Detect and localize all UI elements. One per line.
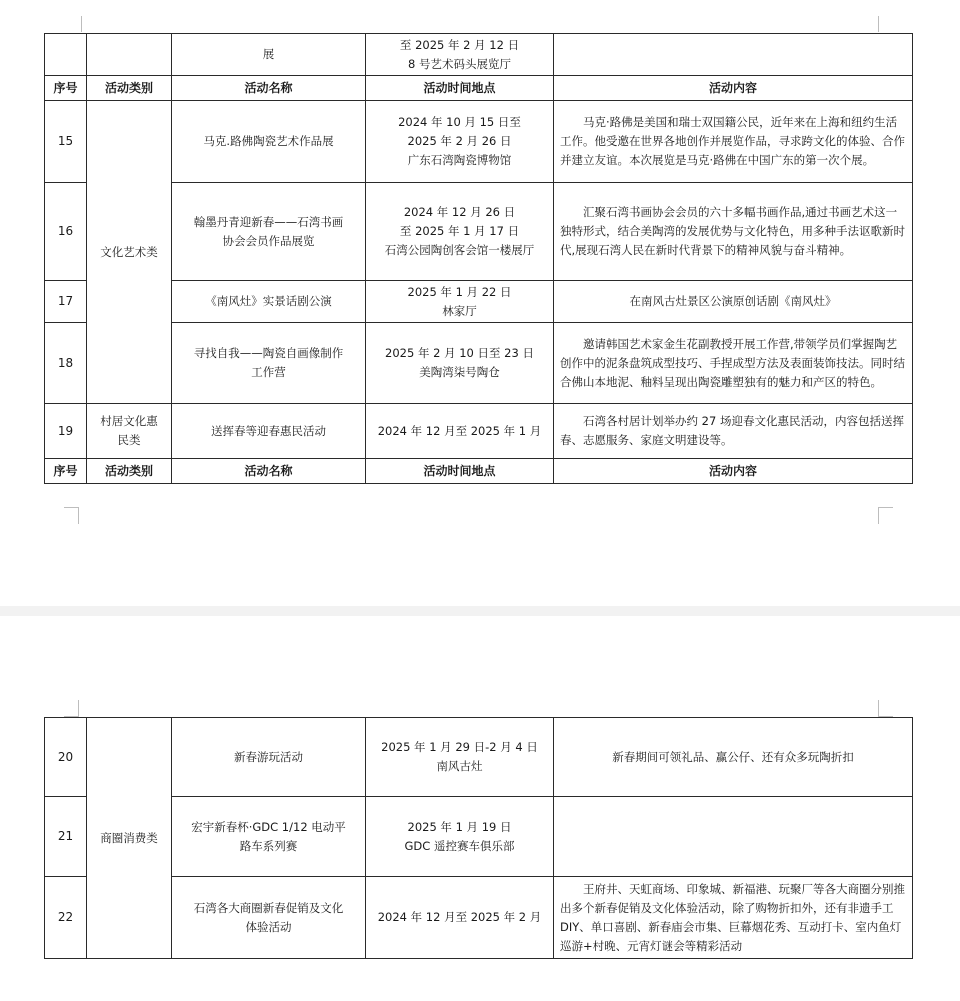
cell-content: 石湾各村居计划举办约 27 场迎春文化惠民活动，内容包括送挥春、志愿服务、家庭文明建设等。	[554, 404, 913, 459]
activity-name: 宏宇新春杯·GDC 1/12 电动平	[191, 819, 346, 834]
time-place-line: 石湾公园陶创客会馆一楼展厅	[384, 243, 535, 257]
cell-content	[554, 877, 913, 959]
crop-mark-top-left	[67, 16, 82, 32]
cell-name	[172, 718, 366, 797]
cell-name	[172, 877, 366, 959]
time-place-line: 广东石湾陶瓷博物馆	[407, 153, 512, 167]
cell-no: 22	[45, 877, 87, 959]
cell-no: 20	[45, 718, 87, 797]
activity-name: 送挥春等迎春惠民活动	[211, 423, 326, 438]
header-name: 活动名称	[172, 76, 366, 101]
header-no: 序号	[45, 459, 87, 484]
cell-no: 18	[45, 323, 87, 404]
time-place-line: 林家厅	[442, 303, 477, 318]
cell-time-place	[366, 877, 554, 959]
cell-name	[172, 34, 366, 76]
activity-name: 新春游玩活动	[234, 749, 303, 764]
activity-name: 石湾各大商圈新春促销及文化	[193, 900, 344, 915]
cell-name	[172, 183, 366, 281]
header-content: 活动内容	[554, 76, 913, 101]
category-line: 民类	[117, 433, 141, 447]
time-place-line: 至 2025 年 1 月 17 日	[399, 224, 520, 238]
cell-name	[172, 404, 366, 459]
time-place-line: 2025 年 2 月 26 日	[407, 134, 512, 148]
crop-mark-top-right	[878, 700, 893, 717]
header-no: 序号	[45, 76, 87, 101]
activity-name: 路车系列赛	[239, 838, 298, 853]
table-row	[45, 877, 913, 959]
table-row	[45, 718, 913, 797]
crop-mark-bottom-right	[878, 507, 893, 524]
time-place-line: 2024 年 12 月至 2025 年 2 月	[377, 910, 542, 924]
header-time-place: 活动时间地点	[366, 76, 554, 101]
table-row	[45, 404, 913, 459]
activity-name: 体验活动	[245, 919, 292, 934]
cell-content	[554, 34, 913, 76]
cell-time-place	[366, 323, 554, 404]
activity-name: 协会会员作品展览	[222, 233, 315, 248]
activity-name: 翰墨丹青迎新春——石湾书画	[193, 214, 344, 229]
cell-name	[172, 797, 366, 877]
cell-content: 汇聚石湾书画协会会员的六十多幅书画作品,通过书画艺术这一独特形式，结合美陶湾的发展优势与文化特色，用多种手法讴歌新时代,展现石湾人民在新时代背景下的精神风貌与奋斗精神。	[554, 183, 913, 281]
table-header-row	[45, 76, 913, 101]
cell-time-place	[366, 718, 554, 797]
cell-category	[87, 34, 172, 76]
activity-table-page-2	[44, 717, 913, 959]
header-content: 活动内容	[554, 459, 913, 484]
cell-time-place	[366, 404, 554, 459]
table-row	[45, 34, 913, 76]
cell-content: 新春期间可领礼品、赢公仔、还有众多玩陶折扣	[554, 718, 913, 797]
crop-mark-top-left	[64, 700, 79, 717]
activity-table-page-1	[44, 33, 913, 484]
table-row	[45, 323, 913, 404]
time-place-line: 2024 年 12 月 26 日	[403, 205, 516, 219]
cell-no: 21	[45, 797, 87, 877]
cell-time-place	[366, 34, 554, 76]
cell-content	[554, 797, 913, 877]
activity-name: 寻找自我——陶瓷自画像制作	[193, 346, 344, 360]
time-place-line: 美陶湾柒号陶仓	[419, 365, 500, 379]
cell-content: 马克·路佛是美国和瑞士双国籍公民，近年来在上海和纽约生活工作。他受邀在世界各地创作并展览作品，寻求跨文化的体验、合作并建立友谊。本次展览是马克·路佛在中国广东的第一次个展。	[554, 101, 913, 183]
cell-time-place	[366, 281, 554, 323]
time-place-line: 至 2025 年 2 月 12 日	[399, 37, 520, 52]
time-place-line: 2024 年 12 月至 2025 年 1 月	[377, 423, 542, 438]
crop-mark-top-right	[878, 16, 893, 32]
cell-category: 文化艺术类	[87, 101, 172, 404]
activity-name: 工作营	[251, 365, 286, 379]
header-time-place: 活动时间地点	[366, 459, 554, 484]
cell-content: 在南风古灶景区公演原创话剧《南风灶》	[554, 281, 913, 323]
time-place-line: 南风古灶	[436, 759, 483, 773]
cell-name	[172, 101, 366, 183]
time-place-line: 8 号艺术码头展览厅	[408, 56, 511, 71]
time-place-line: 2024 年 10 月 15 日至	[398, 115, 521, 129]
cell-category	[87, 404, 172, 459]
cell-content: 邀请韩国艺术家金生花副教授开展工作营,带领学员们掌握陶艺创作中的泥条盘筑成型技巧、手捏成型方法及表面装饰技法。同时结合佛山本地泥、釉料呈现出陶瓷雕塑独有的魅力和产区的特色。	[554, 323, 913, 404]
header-category: 活动类别	[87, 459, 172, 484]
table-row	[45, 101, 913, 183]
table-row	[45, 797, 913, 877]
cell-name	[172, 281, 366, 323]
table-row	[45, 183, 913, 281]
header-name: 活动名称	[172, 459, 366, 484]
cell-time-place	[366, 797, 554, 877]
content-text: 王府井、天虹商场、印象城、新福港、玩聚厂等各大商圈分别推出多个新春促销及文化体验活动，除了购物折扣外，还有非遗手工 DIY、单口喜剧、新春庙会市集、巨幕烟花秀、互动打卡、室内鱼灯巡游+村晚、元宵灯谜会等精彩活动	[560, 881, 905, 953]
time-place-line: GDC 遥控赛车俱乐部	[404, 838, 515, 853]
activity-name: 《南风灶》实景话剧公演	[205, 294, 332, 308]
cell-no: 19	[45, 404, 87, 459]
time-place-line: 2025 年 1 月 19 日	[407, 819, 512, 834]
crop-mark-bottom-left	[64, 507, 79, 524]
cell-category: 商圈消费类	[87, 718, 172, 959]
header-category: 活动类别	[87, 76, 172, 101]
time-place-line: 2025 年 1 月 22 日	[407, 284, 512, 299]
cell-time-place	[366, 101, 554, 183]
time-place-line: 2025 年 2 月 10 日至 23 日	[385, 346, 534, 360]
activity-name: 展	[262, 47, 275, 61]
category-line: 村居文化惠	[100, 414, 158, 428]
cell-no: 15	[45, 101, 87, 183]
cell-time-place	[366, 183, 554, 281]
activity-name: 马克.路佛陶瓷艺术作品展	[203, 134, 334, 148]
cell-no: 16	[45, 183, 87, 281]
cell-name	[172, 323, 366, 404]
time-place-line: 2025 年 1 月 29 日-2 月 4 日	[381, 740, 538, 754]
cell-no: 17	[45, 281, 87, 323]
document-page-2	[0, 616, 960, 1001]
cell-no	[45, 34, 87, 76]
table-header-row	[45, 459, 913, 484]
table-row	[45, 281, 913, 323]
